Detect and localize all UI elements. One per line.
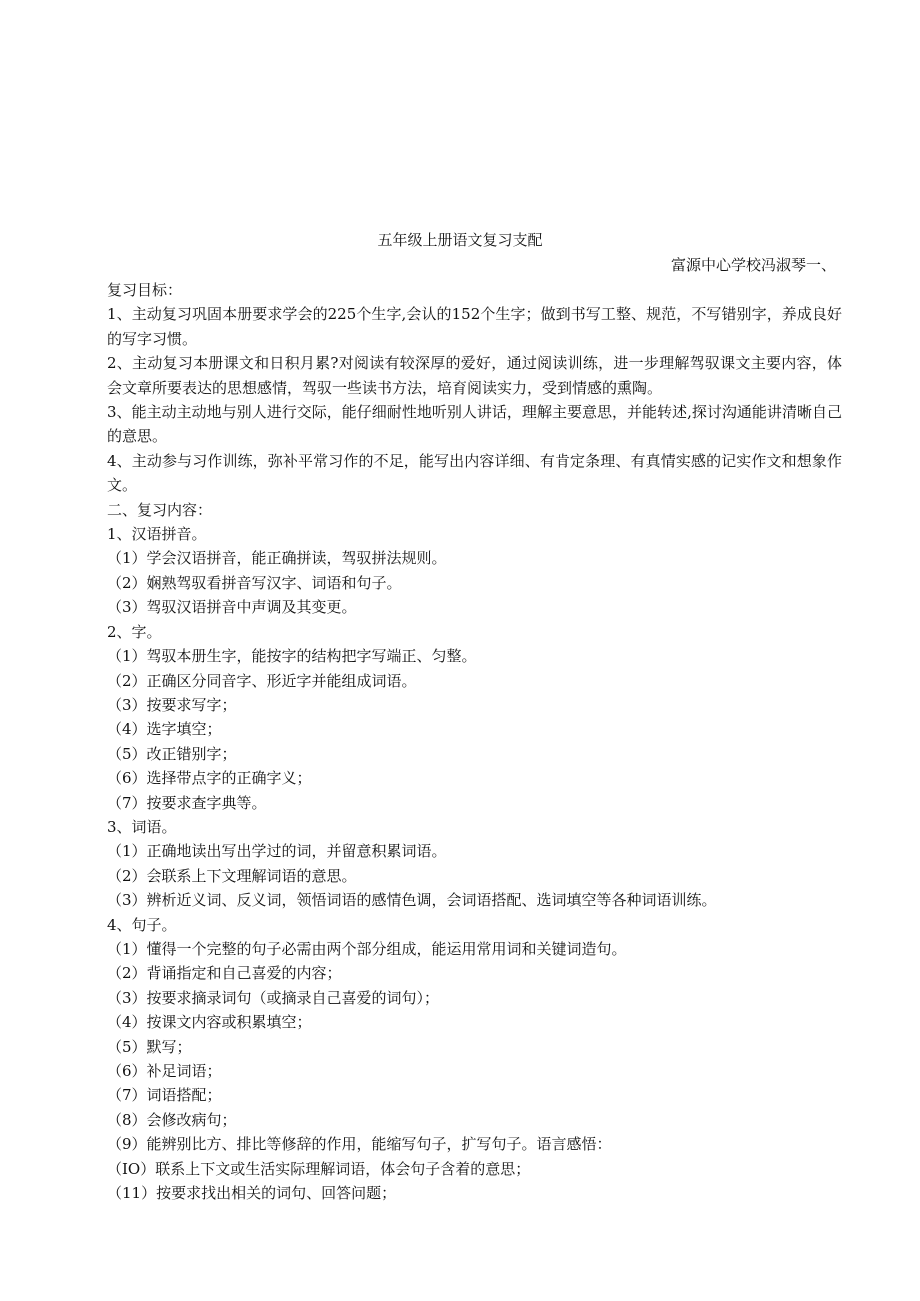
section-title-characters: 2、字。 [107,622,162,641]
list-item: （5）默写； [107,1037,192,1056]
objective-item-2: 2、主动复习本册课文和日积月累?对阅读有较深厚的爱好，通过阅读训练，进一步理解驾驭课文主要内容，体会文章所要表达的思想感情，驾驭一些读书方法，培育阅读实力，受到情感的熏陶。 [107,354,842,397]
objective-item-3: 3、能主动主动地与别人进行交际，能仔细耐性地听别人讲话，理解主要意思，并能转述,探讨沟通能讲清晰自己的意思。 [107,403,842,446]
list-item: （3）按要求写字； [107,695,237,714]
list-item: （1）驾驭本册生字，能按字的结构把字写端正、匀整。 [107,647,477,666]
list-item: （7）按要求查字典等。 [107,793,267,812]
section-title-sentences: 4、句子。 [107,915,177,934]
objective-item-4: 4、主动参与习作训练，弥补平常习作的不足，能写出内容详细、有肯定条理、有真情实感的记实作文和想象作文。 [107,451,842,495]
document-author: 富源中心学校冯淑琴一、 [670,256,836,274]
list-item: （1）正确地读出写出学过的词，并留意积累词语。 [107,842,447,861]
list-item: （3）驾驭汉语拼音中声调及其变更。 [107,598,357,617]
list-item: （2）娴熟驾驭看拼音写汉字、词语和句子。 [107,573,402,592]
list-item: （5）改正错别字； [107,744,237,763]
list-item: （9）能辨别比方、排比等修辞的作用，能缩写句子，扩写句子。语言感悟： [107,1135,612,1154]
content-heading: 二、复习内容： [107,500,213,519]
list-item: （IO）联系上下文或生活实际理解词语，体会句子含着的意思； [107,1159,531,1178]
list-item: （6）选择带点字的正确字义； [107,769,312,788]
list-item: （2）会联系上下文理解词语的意思。 [107,866,357,885]
list-item: （3）辨析近义词、反义词，领悟词语的感情色调，会词语搭配、选词填空等各种词语训练。 [107,891,717,910]
objective-item-1: 1、主动复习巩固本册要求学会的225个生字,会认的152个生字；做到书写工整、规范，不写错别字，养成良好的写字习惯。 [107,305,842,348]
section-title-pinyin: 1、汉语拼音。 [107,525,207,544]
list-item: （7）词语搭配； [107,1086,222,1105]
document-body [107,278,842,1205]
objectives-heading: 复习目标： [107,281,183,299]
list-item: （1）懂得一个完整的句子必需由两个部分组成，能运用常用词和关键词造句。 [107,939,627,958]
section-title-words: 3、词语。 [107,817,177,836]
list-item: （11）按要求找出相关的词句、回答问题； [107,1184,397,1203]
list-item: （6）补足词语； [107,1062,222,1080]
list-item: （8）会修改病句； [107,1110,237,1129]
list-item: （2）背诵指定和自己喜爱的内容； [107,964,342,983]
list-item: （3）按要求摘录词句（或摘录自己喜爱的词句）； [107,988,440,1007]
list-item: （4）选字填空； [107,720,222,739]
list-item: （1）学会汉语拼音，能正确拼读，驾驭拼法规则。 [107,549,447,568]
list-item: （2）正确区分同音字、形近字并能组成词语。 [107,671,417,690]
list-item: （4）按课文内容或积累填空； [107,1013,312,1032]
document-title: 五年级上册语文复习支配 [377,231,543,249]
